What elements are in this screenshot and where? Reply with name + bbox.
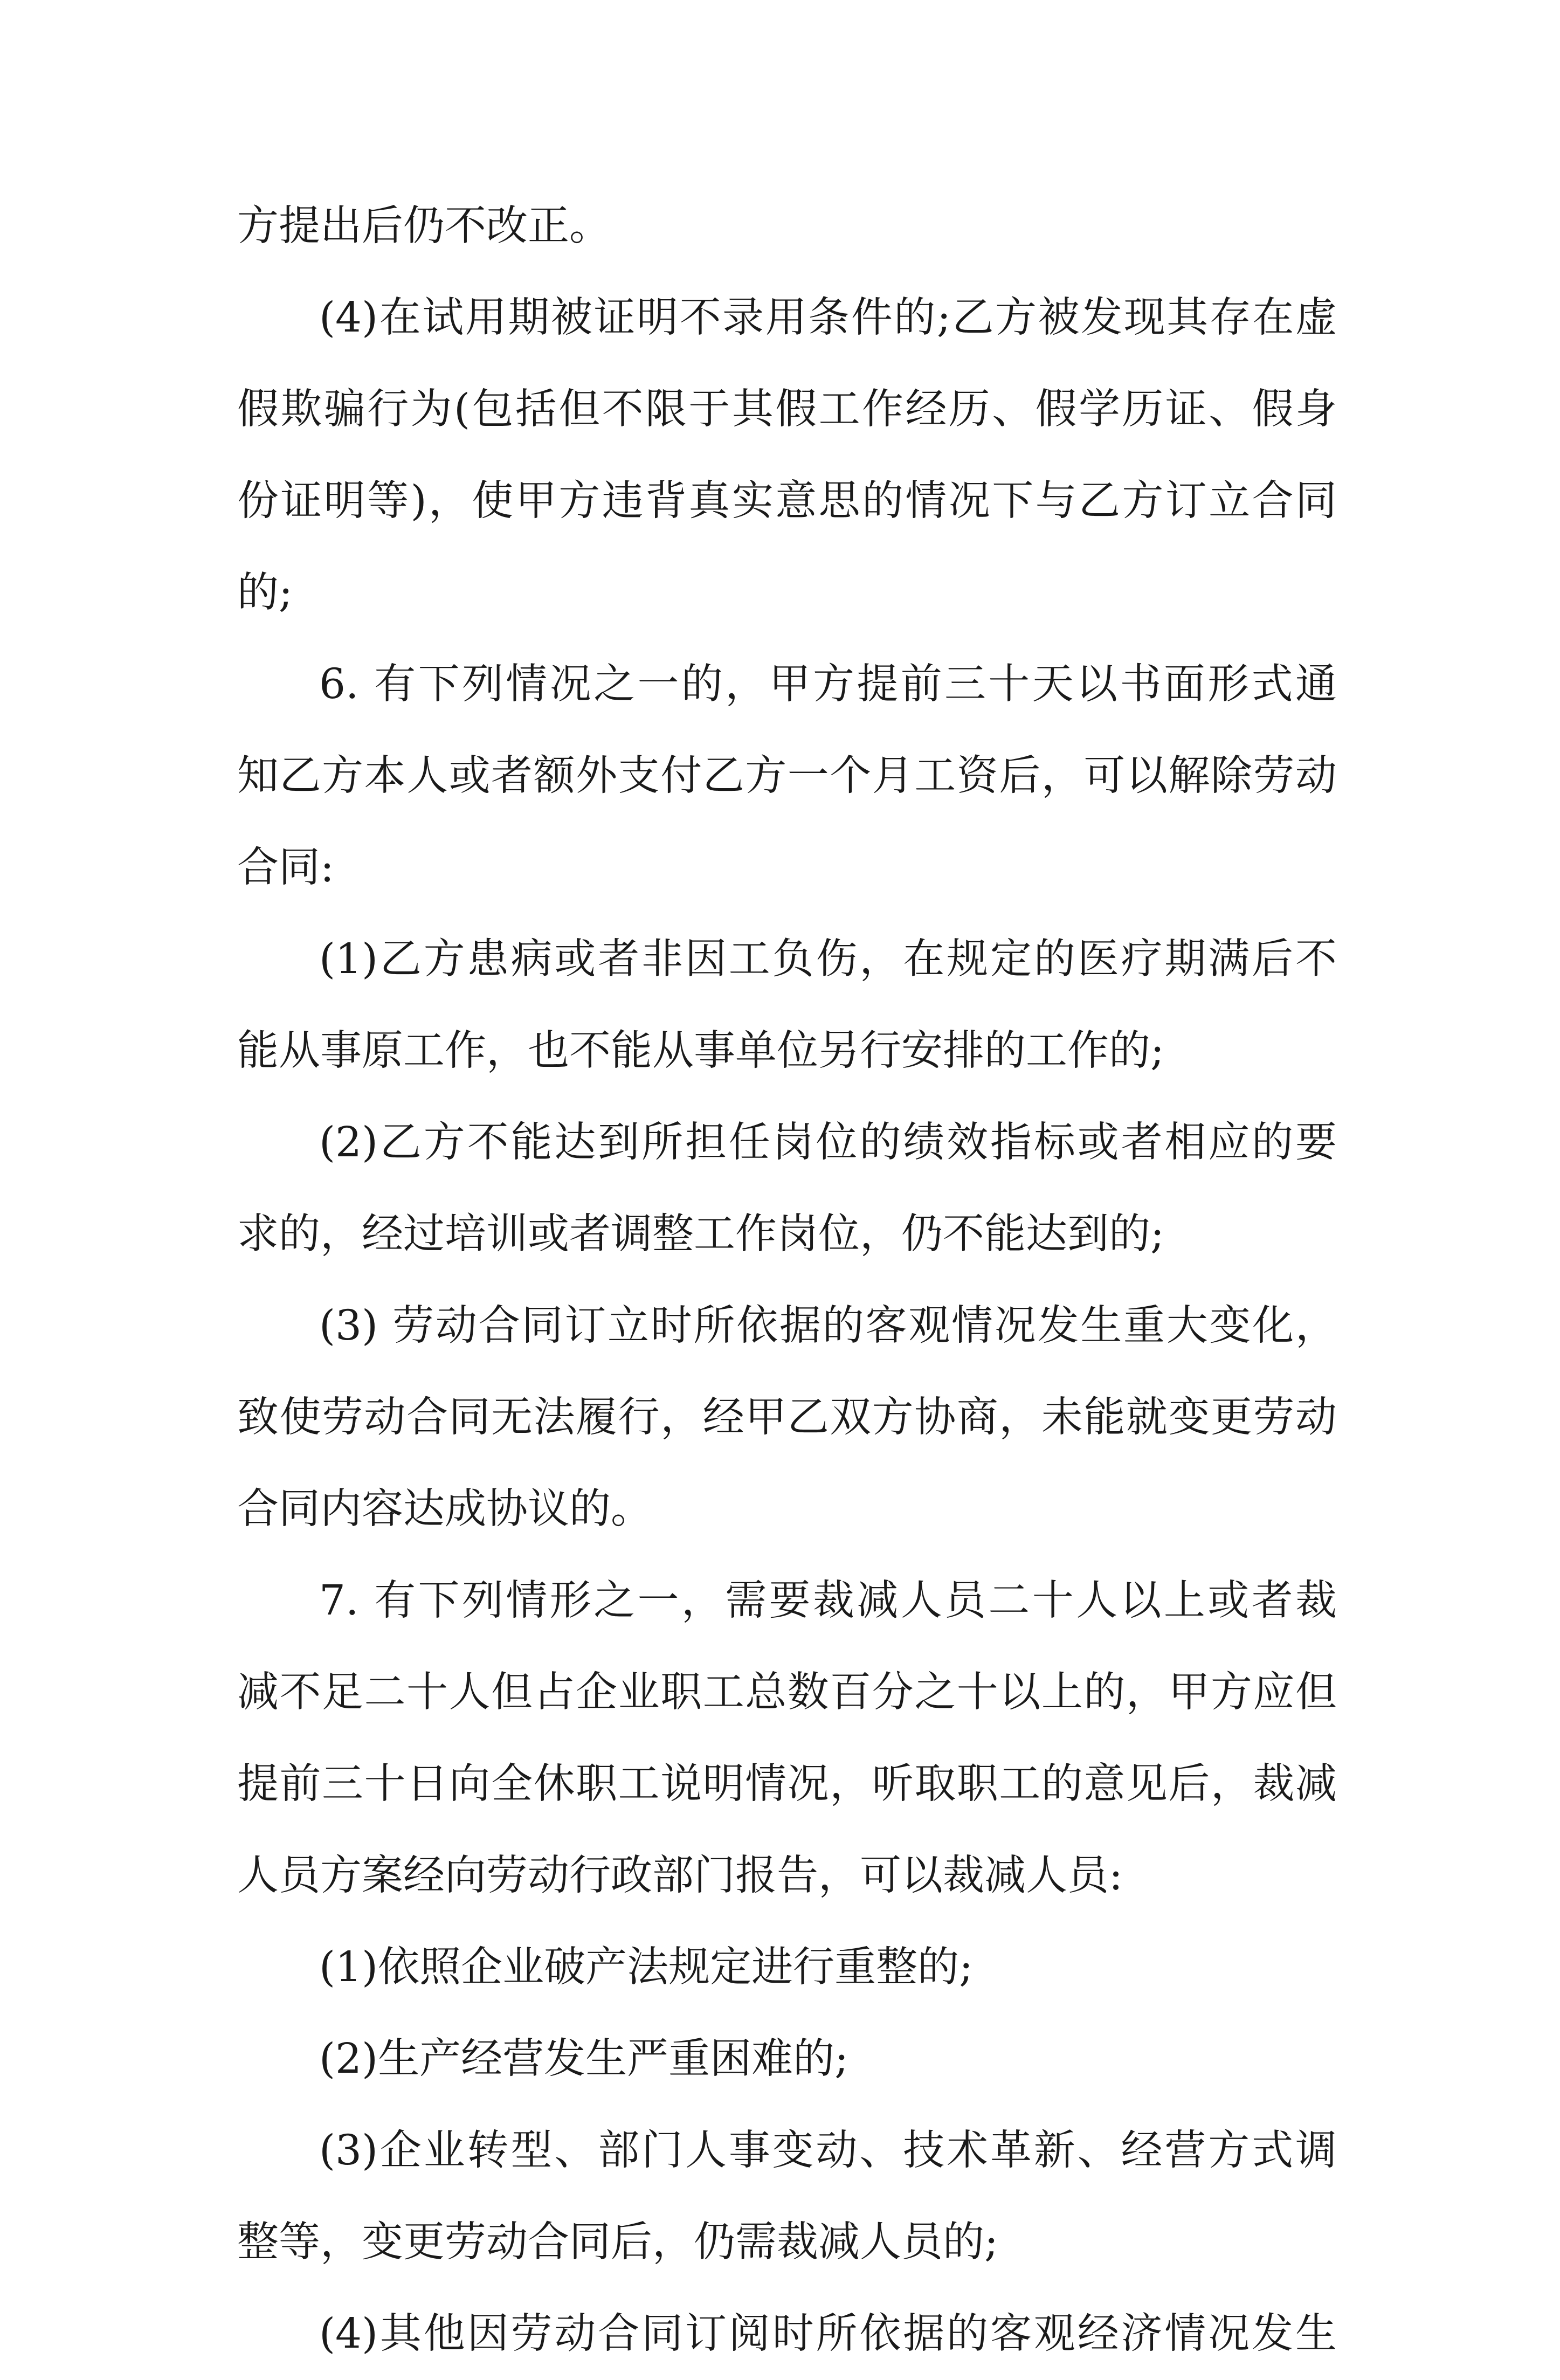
text-line: (3)企业转型、部门人事变动、技术革新、经营方式调 (319, 2127, 1337, 2175)
text-line: (4)在试用期被证明不录用条件的;乙方被发现其存在虚 (319, 294, 1337, 342)
text-line: 的; (237, 569, 293, 617)
text-line: 知乙方本人或者额外支付乙方一个月工资后，可以解除劳动 (237, 752, 1337, 800)
text-line: 6. 有下列情况之一的，甲方提前三十天以书面形式通 (319, 660, 1337, 708)
text-line: 减不足二十人但占企业职工总数百分之十以上的，甲方应但 (237, 1668, 1337, 1716)
text-line: (1)依照企业破产法规定进行重整的; (319, 1943, 974, 1991)
text-line: 致使劳动合同无法履行，经甲乙双方协商，未能就变更劳动 (237, 1393, 1337, 1441)
text-line: 人员方案经向劳动行政部门报告，可以裁减人员: (237, 1852, 1123, 1900)
text-line: 整等，变更劳动合同后，仍需裁减人员的; (237, 2218, 998, 2266)
text-line: 假欺骗行为(包括但不限于其假工作经历、假学历证、假身 (237, 385, 1337, 433)
text-line: (1)乙方患病或者非因工负伤，在规定的医疗期满后不 (319, 935, 1337, 983)
text-line: 合同: (237, 844, 334, 892)
text-line: (4)其他因劳动合同订阅时所依据的客观经济情况发生 (319, 2310, 1337, 2358)
text-line: 7. 有下列情形之一，需要裁减人员二十人以上或者裁 (319, 1577, 1337, 1625)
document-body (237, 181, 1337, 2380)
text-line: (2)生产经营发生严重困难的; (319, 2035, 849, 2083)
text-line: 提前三十日向全休职工说明情况，听取职工的意见后，裁减 (237, 1760, 1337, 1808)
text-line: 份证明等)，使甲方违背真实意思的情况下与乙方订立合同 (237, 477, 1337, 525)
text-line: (3) 劳动合同订立时所依据的客观情况发生重大变化， (319, 1302, 1337, 1350)
text-line: 合同内容达成协议的。 (237, 1485, 652, 1533)
text-line: (2)乙方不能达到所担任岗位的绩效指标或者相应的要 (319, 1119, 1337, 1167)
text-line: 求的，经过培训或者调整工作岗位，仍不能达到的; (237, 1210, 1164, 1258)
text-line: 能从事原工作，也不能从事单位另行安排的工作的; (237, 1027, 1164, 1075)
text-line: 方提出后仍不改正。 (237, 202, 611, 250)
